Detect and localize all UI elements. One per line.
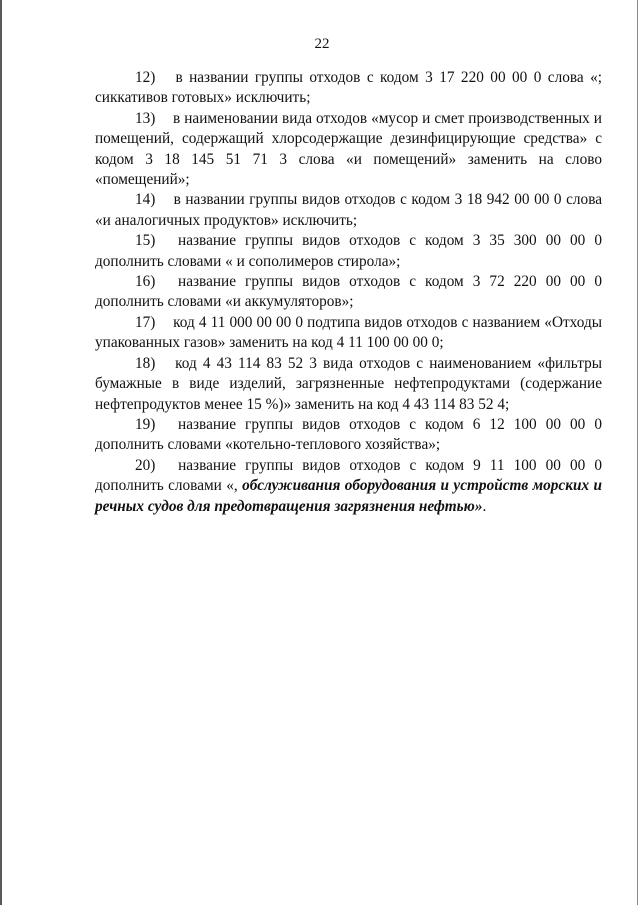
list-item-20 [95,456,602,517]
item-text: название группы видов отходов с кодом 6 12 100 00 00 0 дополнить словами «котельно-теплового хозяйства»; [95,415,602,454]
item-number: 17) [135,313,156,331]
item-text: в наименовании вида отходов «мусор и смет производственных и помещений, содержащий хлорсодержащие дезинфицирующие средства» с кодом 3 18 145 51 71 3 слова «и помещений» заменить на слово «помещений»; [95,109,602,189]
item-number: 15) [135,232,156,250]
item-emphasis-text: обслуживания оборудования и устройств морских и речных судов для предотвращения загрязнения нефтью» [95,477,602,515]
list-item-18 [95,354,602,415]
item-text: код 4 11 000 00 00 0 подтипа видов отходов с названием «Отходы упакованных газов» заменить на код 4 11 100 00 00 0; [95,313,603,352]
item-text: в названии группы видов отходов с кодом 3 18 942 00 00 0 слова «и аналогичных продуктов» исключить; [95,191,603,229]
page-edge [637,0,638,905]
item-text: название группы видов отходов с кодом 3 72 220 00 00 0 дополнить словами «и аккумуляторов»; [95,273,602,311]
page-number: 22 [314,36,330,52]
list-item-15 [95,231,602,272]
item-number: 14) [135,191,156,209]
item-number: 13) [135,109,156,127]
item-tail: . [482,497,487,515]
document-body [95,68,602,517]
item-number: 18) [135,354,156,372]
list-item-16 [95,272,602,313]
list-item-13 [95,109,602,191]
item-text: в названии группы отходов с кодом 3 17 220 00 00 0 слова «; сиккативов готовых» исключить; [95,69,603,107]
list-item-14 [95,190,602,231]
item-text: название группы видов отходов с кодом 9 11 100 00 00 0 дополнить словами «, [95,456,602,495]
item-number: 19) [135,415,156,433]
item-number: 12) [135,69,156,86]
item-text: название группы видов отходов с кодом 3 35 300 00 00 0 дополнить словами « и сополимеров стирола»; [95,232,602,270]
list-item-17 [95,313,602,354]
item-text: код 4 43 114 83 52 3 вида отходов с наименованием «фильтры бумажные в виде изделий, загрязненные нефтепродуктами (содержание нефтепродуктов менее 15 %)» заменить на код 4 43 114 83 52 4; [95,354,602,413]
item-number: 20) [135,456,156,474]
item-number: 16) [135,273,156,291]
list-item-12 [95,68,602,109]
list-item-19 [95,415,602,456]
